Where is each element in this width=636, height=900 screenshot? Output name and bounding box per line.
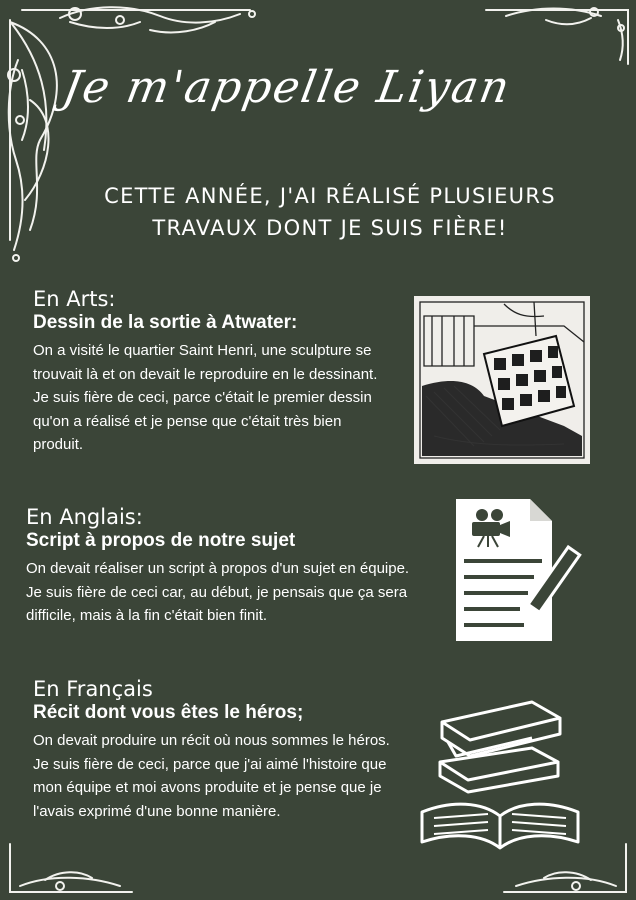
books-icon: [412, 692, 587, 852]
section-heading: Script à propos de notre sujet: [26, 530, 296, 551]
section-heading: Dessin de la sortie à Atwater:: [33, 312, 298, 333]
section-subject: En Français: [33, 677, 153, 701]
section-francais: [33, 677, 391, 823]
page-subtitle: [40, 180, 620, 244]
corner-ornament-top-right: [476, 0, 636, 70]
script-document-icon: [452, 495, 582, 645]
sketch-drawing-image: [414, 296, 590, 464]
subtitle-line-1: CETTE ANNÉE, J'AI RÉALISÉ PLUSIEURS: [104, 184, 556, 208]
page-title: Je m'appelle Liyan: [58, 62, 515, 113]
section-body: On devait produire un récit où nous sommes le héros. Je suis fière de ceci, parce que j'ai aimé l'histoire que mon équipe et moi avons produite et je pense que je l'avais exprimé d'une bonne manière.: [33, 732, 390, 820]
section-subject: En Anglais:: [26, 505, 143, 529]
section-body: On a visité le quartier Saint Henri, une sculpture se trouvait là et on devait le reproduire en le dessinant. Je suis fière de ceci, parce c'était le premier dessin qu'on a réalisé et je pense que c'était très bien produit.: [33, 342, 378, 453]
section-body: On devait réaliser un script à propos d'un sujet en équipe. Je suis fière de ceci car, au début, je pensais que ça sera difficile, mais à la fin c'était bien finit.: [26, 560, 410, 624]
section-heading: Récit dont vous êtes le héros;: [33, 702, 304, 723]
section-anglais: [26, 505, 411, 628]
corner-ornament-bottom-left: [0, 840, 140, 900]
subtitle-line-2: TRAVAUX DONT JE SUIS FIÈRE!: [152, 216, 508, 240]
section-arts: [33, 287, 388, 457]
section-subject: En Arts:: [33, 287, 116, 311]
